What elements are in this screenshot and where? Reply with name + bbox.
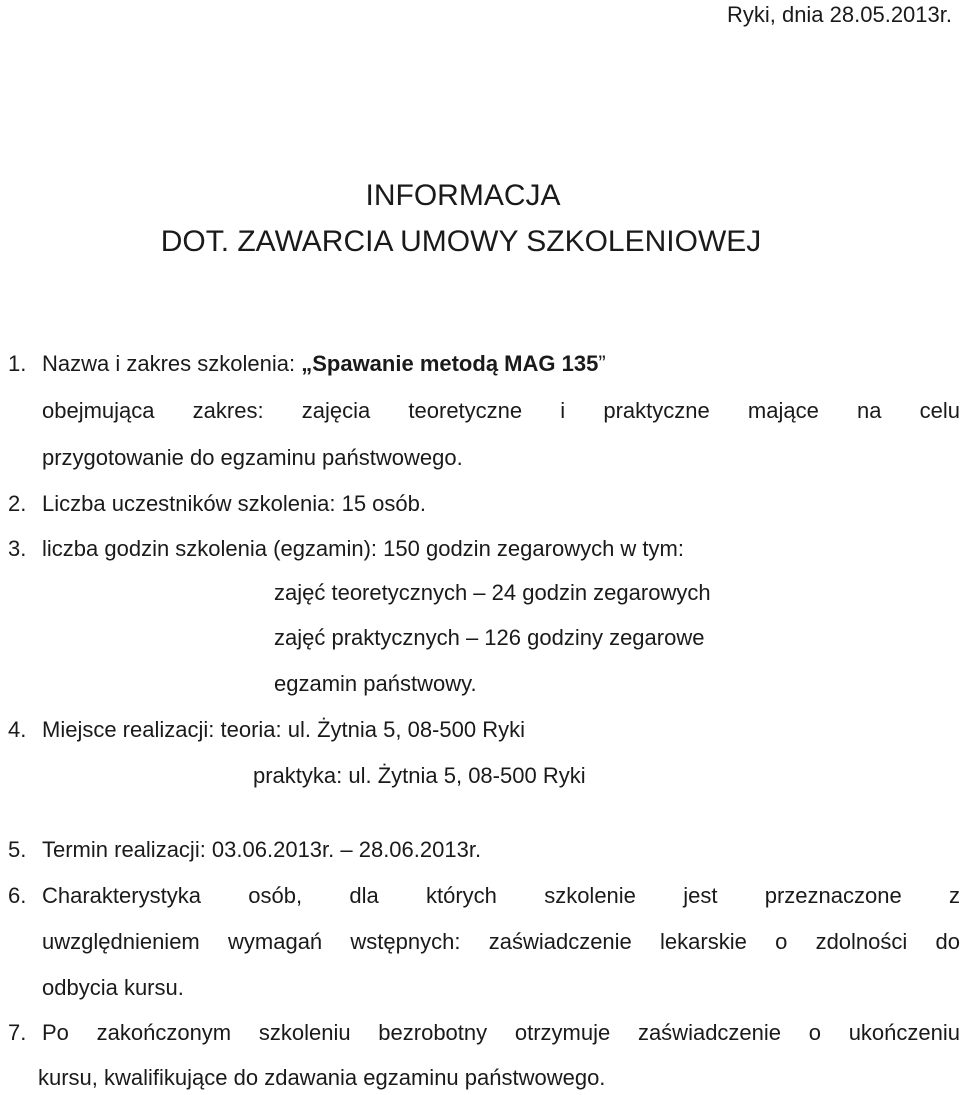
course-name: „Spawanie metodą MAG 135 bbox=[301, 351, 599, 376]
document-date: Ryki, dnia 28.05.2013r. bbox=[726, 2, 952, 27]
item-7-number: 7. bbox=[8, 1020, 27, 1045]
item-3-sub-theory: zajęć teoretycznych – 24 godzin zegarowych bbox=[274, 580, 711, 605]
document-subtitle: DOT. ZAWARCIA UMOWY SZKOLENIOWEJ bbox=[160, 225, 762, 258]
item-3-number: 3. bbox=[8, 536, 27, 561]
item-3-sub-practice: zajęć praktycznych – 126 godziny zegarowe bbox=[274, 625, 705, 650]
item-7-line-2: kursu, kwalifikujące do zdawania egzaminu państwowego. bbox=[38, 1065, 606, 1090]
item-1-line-3: przygotowanie do egzaminu państwowego. bbox=[42, 445, 463, 470]
item-7-line-1: Po zakończonym szkoleniu bezrobotny otrzymuje zaświadczenie o ukończeniu bbox=[42, 1020, 960, 1045]
item-3-sub-exam: egzamin państwowy. bbox=[274, 671, 477, 696]
item-6-line-2: uwzględnieniem wymagań wstępnych: zaświadczenie lekarskie o zdolności do bbox=[42, 929, 960, 954]
item-1-number: 1. bbox=[8, 351, 27, 376]
item-1-prefix: Nazwa i zakres szkolenia: bbox=[42, 351, 302, 376]
item-6-line-1: Charakterystyka osób, dla których szkolenie jest przeznaczone z bbox=[42, 883, 960, 908]
item-4-number: 4. bbox=[8, 717, 27, 742]
item-3-text: liczba godzin szkolenia (egzamin): 150 godzin zegarowych w tym: bbox=[42, 536, 684, 561]
item-4-sub-practice: praktyka: ul. Żytnia 5, 08-500 Ryki bbox=[253, 763, 586, 788]
item-4-text: Miejsce realizacji: teoria: ul. Żytnia 5, 08-500 Ryki bbox=[42, 717, 525, 742]
item-5-text: Termin realizacji: 03.06.2013r. – 28.06.2013r. bbox=[42, 837, 482, 862]
course-name-closing-quote: ” bbox=[598, 351, 606, 376]
item-5-number: 5. bbox=[8, 837, 27, 862]
document-title: INFORMACJA bbox=[365, 179, 561, 212]
item-2-number: 2. bbox=[8, 491, 27, 516]
item-1-line-2: obejmująca zakres: zajęcia teoretyczne i praktyczne mające na celu bbox=[42, 398, 960, 423]
item-6-number: 6. bbox=[8, 883, 27, 908]
item-6-line-3: odbycia kursu. bbox=[42, 975, 184, 1000]
item-1-line-1 bbox=[42, 349, 606, 379]
item-2-text: Liczba uczestników szkolenia: 15 osób. bbox=[42, 491, 426, 516]
